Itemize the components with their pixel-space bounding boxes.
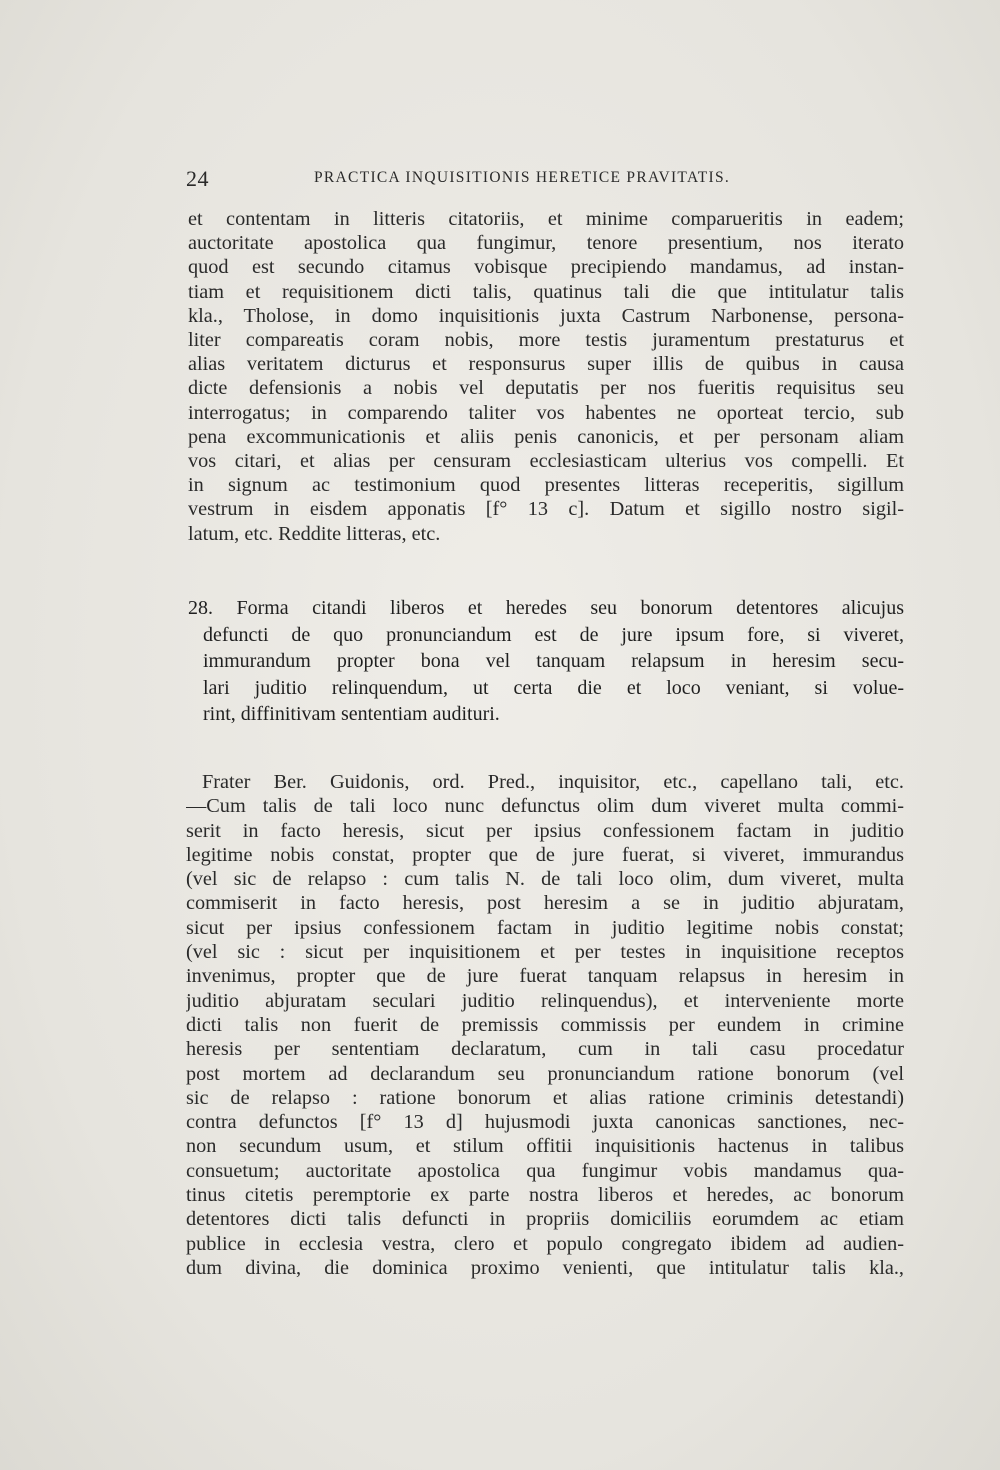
text-line: serit in facto heresis, sicut per ipsius confessionem factam in juditio	[186, 819, 904, 842]
text-line: et contentam in litteris citatoriis, et minime comparueritis in eadem;	[188, 208, 904, 230]
running-title: PRACTICA INQUISITIONIS HERETICE PRAVITATIS.	[314, 169, 731, 186]
text-line: alias veritatem dicturus et responsurus super illis de quibus in causa	[188, 353, 904, 376]
heading-line: 28. Forma citandi liberos et heredes seu bonorum detentores alicujus	[188, 597, 904, 619]
text-line: dicte defensionis a nobis vel deputatis per nos fueritis requisitus seu	[188, 377, 904, 400]
text-line: legitime nobis constat, propter que de jure fuerat, si viveret, immurandus	[186, 843, 904, 866]
text-line: latum, etc. Reddite litteras, etc.	[188, 522, 441, 545]
text-line: invenimus, propter que de jure fuerat tanquam relapsus in heresim in	[186, 965, 904, 988]
text-line: commiserit in facto heresis, post heresim a se in juditio abjuratam,	[186, 892, 904, 915]
text-line: vestrum in eisdem apponatis [f° 13 c]. Datum et sigillo nostro sigil-	[188, 498, 904, 521]
text-line: in signum ac testimonium quod presentes litteras receperitis, sigillum	[188, 474, 904, 497]
heading-line: rint, diffinitivam sententiam audituri.	[203, 703, 500, 725]
text-line: heresis per sententiam declaratum, cum in tali casu procedatur	[186, 1038, 904, 1061]
text-line: juditio abjuratam seculari juditio relinquendus), et interveniente morte	[186, 989, 904, 1012]
text-line: interrogatus; in comparendo taliter vos habentes ne oporteat tercio, sub	[188, 401, 904, 424]
text-line: tinus citetis peremptorie ex parte nostra liberos et heredes, ac bonorum	[186, 1184, 904, 1207]
text-line: contra defunctos [f° 13 d] hujusmodi juxta canonicas sanctiones, nec-	[186, 1111, 904, 1134]
text-line: publice in ecclesia vestra, clero et populo congregato ibidem ad audien-	[186, 1232, 904, 1255]
text-line: (vel sic : sicut per inquisitionem et per testes in inquisitione receptos	[186, 941, 904, 964]
text-line: sic de relapso : ratione bonorum et alias ratione criminis detestandi)	[186, 1086, 904, 1109]
text-line: post mortem ad declarandum seu pronunciandum ratione bonorum (vel	[186, 1062, 904, 1085]
paragraph-formula	[186, 770, 904, 1280]
text-line: tiam et requisitionem dicti talis, quatinus tali die que intitulatur talis	[188, 280, 904, 303]
text-line: liter compareatis coram nobis, more testis juramentum prestaturus et	[188, 329, 904, 352]
text-line: auctoritate apostolica qua fungimur, tenore presentium, nos iterato	[188, 232, 904, 255]
text-line: —Cum talis de tali loco nunc defunctus olim dum viveret multa commi-	[186, 795, 904, 818]
text-line: Frater Ber. Guidonis, ord. Pred., inquisitor, etc., capellano tali, etc.	[202, 771, 904, 793]
text-line: dum divina, die dominica proximo venienti, que intitulatur talis kla.,	[186, 1256, 904, 1279]
heading-line: defuncti de quo pronunciandum est de jure ipsum fore, si viveret,	[203, 623, 904, 646]
text-line: non secundum usum, et stilum offitii inquisitionis hactenus in talibus	[186, 1135, 904, 1158]
text-line: quod est secundo citamus vobisque precipiendo mandamus, ad instan-	[188, 256, 904, 279]
text-line: vos citari, et alias per censuram ecclesiasticam ulterius vos compelli. Et	[188, 450, 904, 473]
text-line: dicti talis non fuerit de premissis commissis per eundem in crimine	[186, 1013, 904, 1036]
text-line: (vel sic de relapso : cum talis N. de tali loco olim, dum viveret, multa	[186, 868, 904, 891]
section-heading-28	[188, 595, 904, 728]
page-number: 24	[186, 166, 209, 191]
paragraph-citation-continued	[188, 207, 904, 546]
text-line: kla., Tholose, in domo inquisitionis juxta Castrum Narbonense, persona-	[188, 304, 904, 327]
heading-line: lari juditio relinquendum, ut certa die et loco veniant, si volue-	[203, 676, 904, 699]
text-line: consuetum; auctoritate apostolica qua fungimur vobis mandamus qua-	[186, 1159, 904, 1182]
text-line: pena excommunicationis et aliis penis canonicis, et per personam aliam	[188, 425, 904, 448]
heading-line: immurandum propter bona vel tanquam relapsum in heresim secu-	[203, 650, 904, 672]
text-line: sicut per ipsius confessionem factam in juditio legitime nobis constat;	[186, 916, 904, 939]
text-line: detentores dicti talis defuncti in propriis domiciliis eorumdem ac etiam	[186, 1208, 904, 1231]
running-head	[186, 166, 904, 192]
